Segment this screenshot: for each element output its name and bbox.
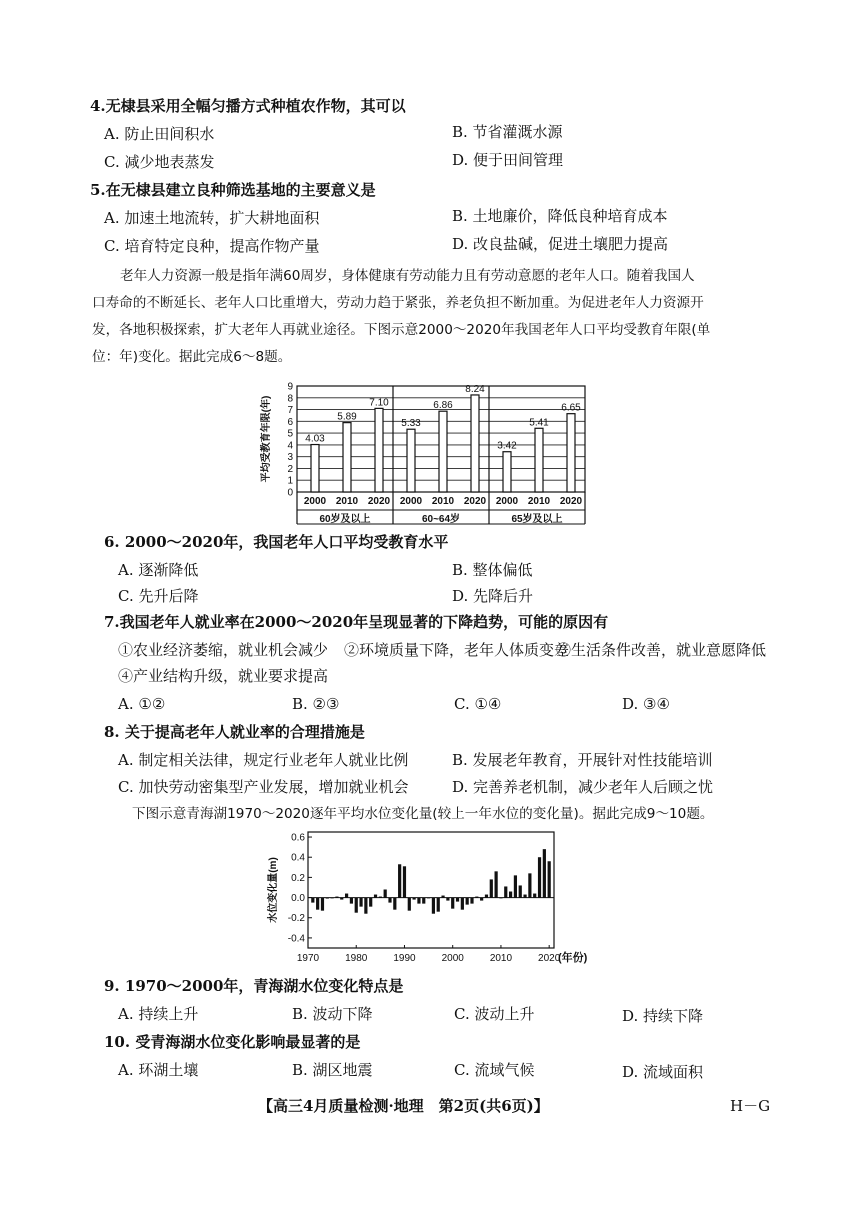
bar <box>355 898 358 913</box>
bar <box>503 452 511 492</box>
q7-statement-4: ④产业结构升级，就业要求提高 <box>118 667 329 685</box>
bar <box>514 875 517 897</box>
q5-stem: 5.在无棣县建立良种筛选基地的主要意义是 <box>90 181 376 199</box>
bar <box>437 898 440 912</box>
x-tick-label: 2010 <box>335 496 359 507</box>
q7-option-a: A. ①② <box>118 695 166 713</box>
bar <box>417 898 420 904</box>
bar <box>543 849 546 897</box>
bar <box>331 898 334 899</box>
q5-option-a: A. 加速土地流转，扩大耕地面积 <box>104 209 320 227</box>
bar-value-label: 5.41 <box>529 417 549 429</box>
x-tick-label: 2000 <box>495 496 519 507</box>
bar <box>384 889 387 897</box>
bar <box>509 892 512 898</box>
group-label: 60~64岁 <box>421 514 461 525</box>
q9-option-d: D. 持续下降 <box>622 1007 704 1025</box>
y-tick-label: 6 <box>287 416 293 428</box>
bar <box>535 428 543 492</box>
q9-option-a: A. 持续上升 <box>118 1005 199 1023</box>
x-tick-label: 1990 <box>393 953 416 964</box>
x-tick-label: 2020 <box>367 496 391 507</box>
bar <box>504 886 507 897</box>
x-tick-label: 1980 <box>345 953 368 964</box>
bar <box>311 445 319 492</box>
q9-option-b: B. 波动下降 <box>292 1005 373 1023</box>
y-tick-label: 5 <box>287 428 293 440</box>
bar <box>461 898 464 910</box>
bar <box>398 864 401 897</box>
bar <box>567 414 575 492</box>
q5-option-c: C. 培育特定良种，提高作物产量 <box>104 237 320 255</box>
bar <box>311 898 314 903</box>
x-tick-label: 2000 <box>303 496 327 507</box>
y-tick-label: 2 <box>287 463 293 475</box>
bar <box>422 898 425 904</box>
y-tick-label: 3 <box>287 452 293 464</box>
y-tick-label: 0.2 <box>291 872 305 884</box>
x-tick-label: 2020 <box>463 496 487 507</box>
bar <box>321 898 324 911</box>
bar <box>393 898 396 910</box>
page-footer: 【高三4月质量检测·地理 第2页(共6页)】 <box>258 1097 549 1115</box>
bar <box>528 873 531 897</box>
bar <box>408 898 411 911</box>
x-tick-label: 2010 <box>489 953 513 964</box>
bar <box>369 898 372 907</box>
paper-code: H－G <box>730 1097 771 1115</box>
q10-stem: 10. 受青海湖水位变化影响最显著的是 <box>104 1033 361 1051</box>
q5-option-b: B. 土地廉价，降低良种培育成本 <box>452 207 668 225</box>
bar <box>407 429 415 492</box>
bar <box>538 857 541 897</box>
bar <box>345 894 348 898</box>
y-tick-label: 0.0 <box>291 893 305 905</box>
q7-statement-3: ③生活条件改善，就业意愿降低 <box>556 641 767 659</box>
q10-option-a: A. 环湖土壤 <box>118 1061 199 1079</box>
group-label: 65岁及以上 <box>511 514 563 525</box>
y-tick-label: 0.6 <box>291 832 305 844</box>
y-tick-label: 9 <box>287 381 293 393</box>
bar-value-label: 5.33 <box>401 418 421 430</box>
passage1-line1: 老年人力资源一般是指年满60周岁，身体健康有劳动能力且有劳动意愿的老年人口。随着我国人 <box>120 268 695 284</box>
q7-option-c: C. ①④ <box>454 695 502 713</box>
bar <box>519 885 522 897</box>
bar <box>375 408 383 492</box>
q8-option-a: A. 制定相关法律，规定行业老年人就业比例 <box>118 751 409 769</box>
q4-option-c: C. 减少地表蒸发 <box>104 153 215 171</box>
bar-value-label: 5.89 <box>337 411 357 423</box>
bar <box>379 897 382 898</box>
q9-option-c: C. 波动上升 <box>454 1005 535 1023</box>
y-tick-label: -0.4 <box>287 933 305 945</box>
bar <box>326 898 329 899</box>
bar <box>340 898 343 900</box>
q8-option-c: C. 加快劳动密集型产业发展，增加就业机会 <box>118 778 409 796</box>
q7-option-d: D. ③④ <box>622 695 670 713</box>
q8-option-d: D. 完善养老机制，减少老年人后顾之忧 <box>452 778 714 796</box>
bar <box>471 395 479 492</box>
bar <box>451 898 454 909</box>
bar <box>470 898 473 904</box>
x-tick-label: 2000 <box>441 953 464 964</box>
bar-value-label: 6.65 <box>561 402 581 414</box>
bar <box>466 898 469 905</box>
passage1-line4: 位：年)变化。据此完成6～8题。 <box>92 349 292 365</box>
q4-option-d: D. 便于田间管理 <box>452 151 564 169</box>
bar <box>533 894 536 898</box>
q8-stem: 8. 关于提高老年人就业率的合理措施是 <box>104 723 365 741</box>
bar <box>480 898 483 901</box>
plot-frame <box>308 832 554 948</box>
bar-value-label: 3.42 <box>497 440 517 452</box>
y-tick-label: 7 <box>287 405 293 417</box>
x-tick-label: 2010 <box>431 496 455 507</box>
q7-stem: 7.我国老年人就业率在2000～2020年呈现显著的下降趋势，可能的原因有 <box>104 613 609 631</box>
bar <box>490 879 493 897</box>
bar <box>374 895 377 898</box>
group-label: 60岁及以上 <box>319 514 371 525</box>
q7-option-b: B. ②③ <box>292 695 340 713</box>
bar <box>495 871 498 897</box>
bar-value-label: 7.10 <box>369 397 389 409</box>
bar <box>548 861 551 897</box>
bar <box>441 896 444 898</box>
bar <box>439 411 447 492</box>
bar <box>343 423 351 492</box>
bar <box>316 898 319 910</box>
y-axis-label: 水位变化量(m) <box>268 857 279 923</box>
q4-stem: 4.无棣县采用全幅匀播方式种植农作物，其可以 <box>90 97 406 115</box>
x-tick-label: 2020 <box>559 496 583 507</box>
x-tick-label: 2020 <box>538 953 561 964</box>
y-tick-label: 8 <box>287 393 293 405</box>
bar <box>335 897 338 898</box>
bar <box>499 898 502 899</box>
bar <box>359 898 362 907</box>
y-tick-label: 1 <box>287 475 293 487</box>
y-tick-label: 0 <box>287 487 293 499</box>
x-axis-label: (年份) <box>558 952 588 964</box>
lake-level-chart <box>262 828 608 968</box>
x-tick-label: 2010 <box>527 496 551 507</box>
bar <box>350 898 353 904</box>
y-tick-label: 0.4 <box>291 852 305 864</box>
passage1-line2: 口寿命的不断延长、老年人口比重增大，劳动力趋于紧张，养老负担不断加重。为促进老年人力资源开 <box>92 295 704 311</box>
bar <box>432 898 435 914</box>
q6-stem: 6. 2000～2020年，我国老年人口平均受教育水平 <box>104 533 449 551</box>
q10-option-b: B. 湖区地震 <box>292 1061 373 1079</box>
q6-option-c: C. 先升后降 <box>118 587 199 605</box>
q4-option-b: B. 节省灌溉水源 <box>452 123 563 141</box>
bar-value-label: 4.03 <box>305 433 325 445</box>
bar <box>456 898 459 902</box>
bar <box>403 866 406 897</box>
bar-value-label: 6.86 <box>433 400 453 412</box>
q6-option-b: B. 整体偏低 <box>452 561 533 579</box>
passage2-line1: 下图示意青海湖1970～2020逐年平均水位变化量(较上一年水位的变化量)。据此完成9～10题。 <box>132 806 714 822</box>
passage1-line3: 发，各地积极探索，扩大老年人再就业途径。下图示意2000～2020年我国老年人口平均受教育年限(单 <box>92 322 711 338</box>
education-years-chart <box>255 378 595 528</box>
q10-option-c: C. 流域气候 <box>454 1061 535 1079</box>
bar <box>446 898 449 901</box>
q6-option-a: A. 逐渐降低 <box>118 561 199 579</box>
q4-option-a: A. 防止田间积水 <box>104 125 215 143</box>
q10-option-d: D. 流域面积 <box>622 1063 704 1081</box>
y-axis-label: 平均受教育年限(年) <box>261 395 272 483</box>
y-tick-label: 4 <box>287 440 293 452</box>
y-tick-label: -0.2 <box>287 913 305 925</box>
q6-option-d: D. 先降后升 <box>452 587 534 605</box>
q8-option-b: B. 发展老年教育，开展针对性技能培训 <box>452 751 713 769</box>
x-tick-label: 1970 <box>296 953 320 964</box>
bar <box>485 895 488 898</box>
bar-value-label: 8.24 <box>465 383 485 395</box>
q9-stem: 9. 1970～2000年，青海湖水位变化特点是 <box>104 977 404 995</box>
x-tick-label: 2000 <box>399 496 423 507</box>
bar <box>388 898 391 903</box>
bar <box>413 898 416 900</box>
q7-statement-2: ②环境质量下降，老年人体质变差 <box>344 641 570 659</box>
q7-statement-1: ①农业经济萎缩，就业机会减少 <box>118 641 329 659</box>
bar <box>364 898 367 914</box>
bar <box>475 897 478 898</box>
bar <box>427 898 430 899</box>
bar <box>523 895 526 898</box>
q5-option-d: D. 改良盐碱，促进土壤肥力提高 <box>452 235 669 253</box>
